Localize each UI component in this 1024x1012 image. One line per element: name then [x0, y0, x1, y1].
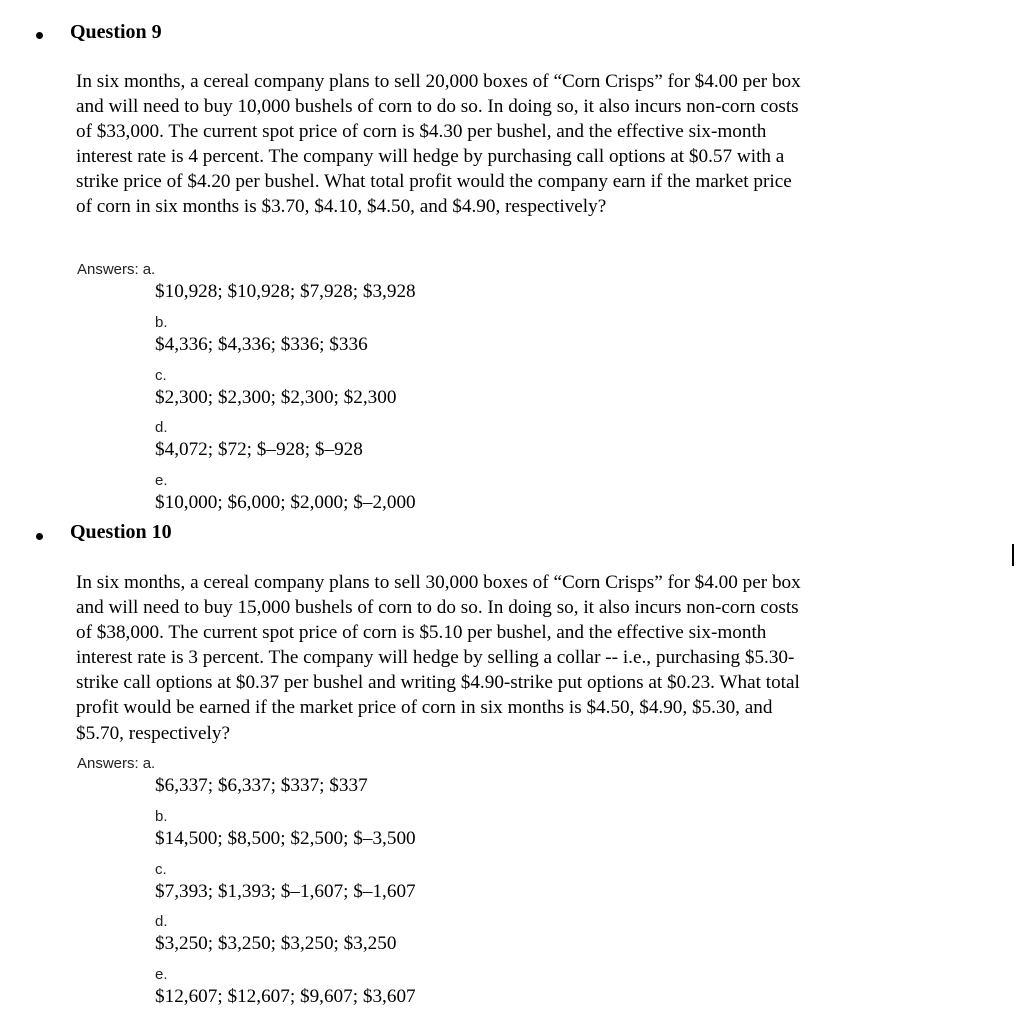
answers-label-text: Answers: — [77, 261, 139, 278]
option-letter: e. — [155, 472, 168, 489]
answer-option-text: $14,500; $8,500; $2,500; $–3,500 — [155, 828, 416, 849]
answer-option-text: $10,928; $10,928; $7,928; $3,928 — [155, 281, 416, 302]
option-letter: d. — [155, 913, 168, 930]
question-title: Question 9 — [70, 21, 162, 43]
option-letter: c. — [155, 367, 167, 384]
question-text-line: and will need to buy 15,000 bushels of corn to do so. In doing so, it also incurs non-corn costs — [76, 597, 799, 619]
answers-label — [77, 261, 155, 279]
option-letter: e. — [155, 966, 168, 983]
answer-option-text: $4,072; $72; $–928; $–928 — [155, 439, 363, 460]
question-text-line: strike price of $4.20 per bushel. What total profit would the company earn if the market price — [76, 171, 792, 193]
answer-option-text: $2,300; $2,300; $2,300; $2,300 — [155, 387, 397, 408]
answer-option-text: $3,250; $3,250; $3,250; $3,250 — [155, 933, 397, 954]
text-cursor — [1012, 544, 1014, 566]
question-text-line: of $38,000. The current spot price of corn is $5.10 per bushel, and the effective six-month — [76, 622, 767, 644]
answer-option-text: $6,337; $6,337; $337; $337 — [155, 775, 368, 796]
option-letter: c. — [155, 861, 167, 878]
answer-option-text: $12,607; $12,607; $9,607; $3,607 — [155, 986, 416, 1007]
answer-option-text: $7,393; $1,393; $–1,607; $–1,607 — [155, 881, 416, 902]
question-text-line: profit would be earned if the market price of corn in six months is $4.50, $4.90, $5.30, and — [76, 697, 773, 719]
list-bullet — [36, 32, 43, 39]
question-text-line: interest rate is 4 percent. The company will hedge by purchasing call options at $0.57 with a — [76, 146, 785, 168]
option-letter: a. — [142, 261, 156, 278]
question-text-line: and will need to buy 10,000 bushels of corn to do so. In doing so, it also incurs non-corn costs — [76, 96, 799, 118]
question-text — [76, 69, 922, 220]
question-text-line: strike call options at $0.37 per bushel and writing $4.90-strike put options at $0.23. What total — [76, 672, 800, 694]
option-letter: b. — [155, 808, 168, 825]
answers-label-text: Answers: — [77, 755, 139, 772]
question-text-line: interest rate is 3 percent. The company will hedge by selling a collar -- i.e., purchasing $5.30- — [76, 647, 795, 669]
option-letter: d. — [155, 419, 168, 436]
question-text-line: of corn in six months is $3.70, $4.10, $4.50, and $4.90, respectively? — [76, 196, 607, 218]
question-text-line: of $33,000. The current spot price of corn is $4.30 per bushel, and the effective six-month — [76, 121, 767, 143]
question-text-line: In six months, a cereal company plans to sell 30,000 boxes of “Corn Crisps” for $4.00 per box — [76, 572, 801, 593]
question-text-line: In six months, a cereal company plans to sell 20,000 boxes of “Corn Crisps” for $4.00 per box — [76, 71, 801, 92]
question-text-line: $5.70, respectively? — [76, 722, 230, 744]
question-title: Question 10 — [70, 521, 172, 543]
question-text — [76, 570, 922, 746]
answer-option-text: $10,000; $6,000; $2,000; $–2,000 — [155, 492, 416, 513]
answer-option-text: $4,336; $4,336; $336; $336 — [155, 334, 368, 355]
option-letter: a. — [142, 755, 156, 772]
answers-label — [77, 755, 155, 773]
list-bullet — [36, 533, 43, 540]
option-letter: b. — [155, 314, 168, 331]
